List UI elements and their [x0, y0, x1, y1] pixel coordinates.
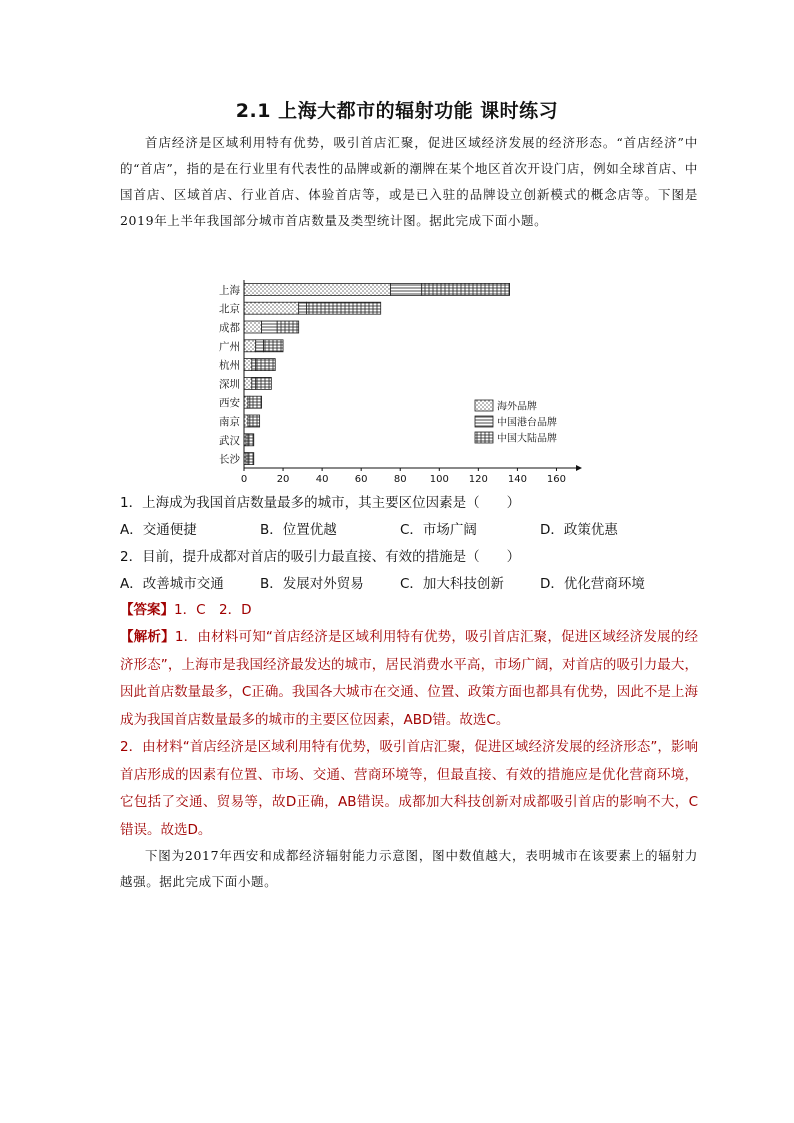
bar-segment [250, 415, 260, 427]
analysis-part-2: 2．由材料“首店经济是区域利用特有优势，吸引首店汇聚，促进区域经济发展的经济形态”，影响首店形成的因素有位置、市场、交通、营商环境等，但最直接、有效的措施应是优化营商环境，它包括了交通、贸易等，故D正确，AB错误。成都加大科技创新对成都吸引首店的影响不大，C错误。故选D。 [120, 739, 698, 838]
category-label: 南京 [219, 416, 240, 428]
q2-option-b: B．发展对外贸易 [260, 576, 364, 592]
legend-swatch [475, 400, 493, 411]
bar-segment [252, 359, 256, 371]
x-axis-arrow-icon [576, 465, 582, 471]
question-2-options [120, 570, 720, 598]
bar-segment [277, 321, 298, 333]
analysis-part-1 [120, 624, 698, 734]
q2-option-d: D．优化营商环境 [540, 576, 645, 592]
q2-option-c: C．加大科技创新 [400, 576, 504, 592]
q1-option-c: C．市场广阔 [400, 522, 477, 538]
legend-swatch [475, 416, 493, 427]
bar-segment [244, 302, 299, 314]
intro-paragraph: 首店经济是区域利用特有优势，吸引首店汇聚，促进区域经济发展的经济形态。“首店经济”中的“首店”，指的是在行业里有代表性的品牌或新的潮牌在某个地区首次开设门店，例如全球首店、中国首店、区域首店、行业首店、体验首店等，或是已入驻的品牌设立创新模式的概念店等。下图是2019年上半年我国部分城市首店数量及类型统计图。据此完成下面小题。 [120, 135, 698, 228]
page-title: 2.1 上海大都市的辐射功能 课时练习 [235, 100, 559, 122]
bar-segment [248, 434, 254, 446]
bar-segment [244, 377, 252, 389]
legend-label: 海外品牌 [497, 401, 537, 413]
bar-chart-svg [200, 272, 590, 488]
x-tick-label: 40 [315, 474, 329, 485]
bar-segment [264, 340, 284, 352]
bar-segment [250, 396, 262, 408]
q1-option-d: D．政策优惠 [540, 522, 618, 538]
bar-segment [256, 377, 272, 389]
category-label: 广州 [219, 340, 240, 353]
first-store-chart [200, 272, 590, 488]
bar-segment [256, 359, 276, 371]
x-tick-label: 140 [507, 474, 527, 485]
category-label: 北京 [219, 303, 240, 316]
q1-option-b: B．位置优越 [260, 522, 337, 538]
category-label: 西安 [219, 397, 240, 410]
legend-label: 中国港台品牌 [497, 417, 557, 429]
bar-segment [244, 283, 390, 295]
bar-segment [390, 283, 421, 295]
bar-segment [248, 453, 254, 465]
answer-text: 1．C 2．D [174, 602, 252, 618]
question-2-stem: 2．目前，提升成都对首店的吸引力最直接、有效的措施是（ ） [120, 549, 521, 565]
bar-segment [244, 415, 248, 427]
x-tick-label: 20 [276, 474, 290, 485]
bar-segment [306, 302, 380, 314]
q2-option-a: A．改善城市交通 [120, 576, 224, 592]
bar-segment [244, 359, 252, 371]
category-label: 杭州 [219, 359, 240, 372]
bar-segment [299, 302, 307, 314]
bar-segment [262, 321, 278, 333]
x-tick-label: 120 [468, 474, 488, 485]
x-tick-label: 100 [429, 474, 449, 485]
x-tick-label: 0 [240, 474, 248, 485]
analysis-text-1: 1．由材料可知“首店经济是区域利用特有优势，吸引首店汇聚，促进区域经济发展的经济形态”，上海市是我国经济最发达的城市，居民消费水平高，市场广阔，对首店的吸引力最大，因此首店数量最多，C正确。我国各大城市在交通、位置、政策方面也都具有优势，因此不是上海成为我国首店数量最多的城市的主要区位因素，ABD错。故选C。 [120, 629, 698, 728]
x-tick-label: 160 [546, 474, 567, 485]
bar-segment [244, 321, 262, 333]
question-1-stem: 1．上海成为我国首店数量最多的城市，其主要区位因素是（ ） [120, 495, 521, 511]
category-label: 长沙 [219, 453, 240, 466]
question-1-options [120, 516, 720, 544]
bar-segment [256, 340, 264, 352]
category-label: 上海 [219, 284, 240, 297]
legend-swatch [475, 432, 493, 443]
answer-label: 【答案】 [120, 602, 174, 618]
category-label: 成都 [219, 322, 240, 334]
q1-option-a: A．交通便捷 [120, 522, 197, 538]
intro-paragraph-2: 下图为2017年西安和成都经济辐射能力示意图，图中数值越大，表明城市在该要素上的辐射力越强。据此完成下面小题。 [120, 848, 698, 889]
category-label: 武汉 [219, 434, 240, 447]
x-tick-label: 60 [354, 474, 368, 485]
bar-segment [422, 283, 510, 295]
bar-segment [244, 396, 248, 408]
analysis-label: 【解析】 [120, 629, 175, 645]
legend-label: 中国大陆品牌 [497, 433, 557, 445]
answer-line [120, 597, 698, 625]
x-tick-label: 80 [393, 474, 407, 485]
category-label: 深圳 [219, 378, 240, 391]
bar-segment [244, 340, 256, 352]
bar-segment [252, 377, 256, 389]
